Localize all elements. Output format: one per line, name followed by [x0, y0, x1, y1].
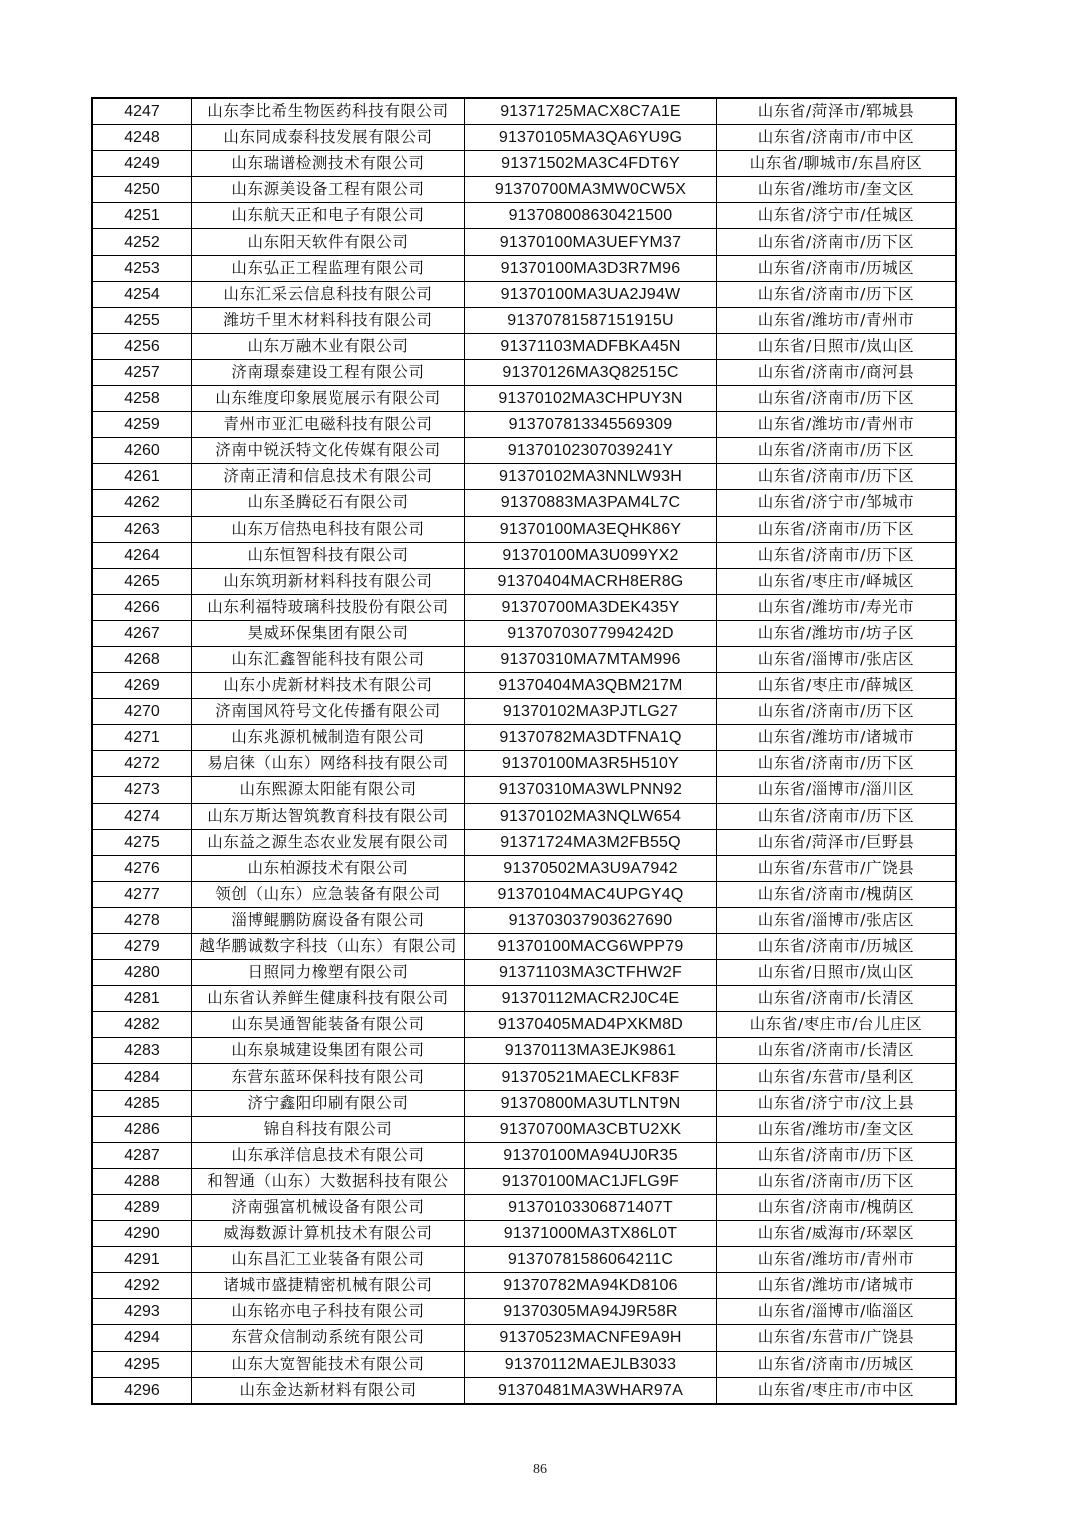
- company-name-cell: 山东万斯达智筑教育科技有限公司: [192, 803, 465, 829]
- row-number-cell: 4253: [92, 255, 192, 281]
- row-number-cell: 4279: [92, 934, 192, 960]
- row-number-cell: 4276: [92, 855, 192, 881]
- region-cell: 山东省/济南市/市中区: [717, 125, 957, 151]
- credit-code-cell: 91370700MA3MW0CW5X: [465, 177, 717, 203]
- company-name-cell: 济南璟泰建设工程有限公司: [192, 359, 465, 385]
- company-name-cell: 济宁鑫阳印刷有限公司: [192, 1090, 465, 1116]
- credit-code-cell: 91370781587151915U: [465, 307, 717, 333]
- row-number-cell: 4262: [92, 490, 192, 516]
- region-cell: 山东省/济南市/历下区: [717, 699, 957, 725]
- credit-code-cell: 913703037903627690: [465, 907, 717, 933]
- region-cell: 山东省/济南市/历城区: [717, 934, 957, 960]
- region-cell: 山东省/济南市/历下区: [717, 438, 957, 464]
- table-row: [92, 542, 956, 568]
- credit-code-cell: 91370100MA3U099YX2: [465, 542, 717, 568]
- row-number-cell: 4285: [92, 1090, 192, 1116]
- region-cell: 山东省/淄博市/淄川区: [717, 777, 957, 803]
- region-cell: 山东省/济南市/历下区: [717, 1142, 957, 1168]
- row-number-cell: 4248: [92, 125, 192, 151]
- region-cell: 山东省/潍坊市/青州市: [717, 1247, 957, 1273]
- company-name-cell: 山东柏源技术有限公司: [192, 855, 465, 881]
- region-cell: 山东省/菏泽市/郓城县: [717, 98, 957, 125]
- region-cell: 山东省/潍坊市/青州市: [717, 307, 957, 333]
- row-number-cell: 4292: [92, 1273, 192, 1299]
- row-number-cell: 4260: [92, 438, 192, 464]
- row-number-cell: 4252: [92, 229, 192, 255]
- row-number-cell: 4288: [92, 1168, 192, 1194]
- credit-code-cell: 91370703077994242D: [465, 620, 717, 646]
- region-cell: 山东省/济南市/历下区: [717, 1168, 957, 1194]
- credit-code-cell: 91370523MACNFE9A9H: [465, 1325, 717, 1351]
- credit-code-cell: 91370100MA3UEFYM37: [465, 229, 717, 255]
- credit-code-cell: 91370782MA3DTFNA1Q: [465, 725, 717, 751]
- credit-code-cell: 91370102MA3PJTLG27: [465, 699, 717, 725]
- company-name-cell: 山东汇鑫智能科技有限公司: [192, 646, 465, 672]
- credit-code-cell: 91371502MA3C4FDT6Y: [465, 151, 717, 177]
- row-number-cell: 4261: [92, 464, 192, 490]
- table-row: [92, 125, 956, 151]
- region-cell: 山东省/枣庄市/市中区: [717, 1377, 957, 1404]
- company-name-cell: 诸城市盛捷精密机械有限公司: [192, 1273, 465, 1299]
- credit-code-cell: 91370404MA3QBM217M: [465, 673, 717, 699]
- region-cell: 山东省/淄博市/张店区: [717, 646, 957, 672]
- table-row: [92, 255, 956, 281]
- company-name-cell: 山东铭亦电子科技有限公司: [192, 1299, 465, 1325]
- region-cell: 山东省/潍坊市/寿光市: [717, 594, 957, 620]
- region-cell: 山东省/济宁市/汶上县: [717, 1090, 957, 1116]
- company-name-cell: 昊威环保集团有限公司: [192, 620, 465, 646]
- credit-code-cell: 91370102MA3NQLW654: [465, 803, 717, 829]
- row-number-cell: 4289: [92, 1194, 192, 1220]
- company-name-cell: 济南正清和信息技术有限公司: [192, 464, 465, 490]
- credit-code-cell: 91370404MACRH8ER8G: [465, 568, 717, 594]
- company-name-cell: 山东弘正工程监理有限公司: [192, 255, 465, 281]
- row-number-cell: 4266: [92, 594, 192, 620]
- company-name-cell: 山东阳天软件有限公司: [192, 229, 465, 255]
- table-row: [92, 620, 956, 646]
- table-row: [92, 777, 956, 803]
- credit-code-cell: 91370102MA3NNLW93H: [465, 464, 717, 490]
- company-name-cell: 济南中锐沃特文化传媒有限公司: [192, 438, 465, 464]
- row-number-cell: 4277: [92, 881, 192, 907]
- table-row: [92, 490, 956, 516]
- region-cell: 山东省/济南市/商河县: [717, 359, 957, 385]
- table-row: [92, 725, 956, 751]
- table-row: [92, 151, 956, 177]
- table-row: [92, 516, 956, 542]
- credit-code-cell: 91371000MA3TX86L0T: [465, 1221, 717, 1247]
- row-number-cell: 4271: [92, 725, 192, 751]
- table-row: [92, 1273, 956, 1299]
- region-cell: 山东省/潍坊市/奎文区: [717, 177, 957, 203]
- credit-code-cell: 91370100MA3EQHK86Y: [465, 516, 717, 542]
- region-cell: 山东省/菏泽市/巨野县: [717, 829, 957, 855]
- table-row: [92, 1247, 956, 1273]
- credit-code-cell: 91370102307039241Y: [465, 438, 717, 464]
- row-number-cell: 4287: [92, 1142, 192, 1168]
- region-cell: 山东省/济南市/历城区: [717, 1351, 957, 1377]
- credit-code-cell: 91370100MA3D3R7M96: [465, 255, 717, 281]
- credit-code-cell: 91370100MA3UA2J94W: [465, 281, 717, 307]
- company-name-cell: 东营东蓝环保科技有限公司: [192, 1064, 465, 1090]
- region-cell: 山东省/济宁市/邹城市: [717, 490, 957, 516]
- company-list-table: [91, 97, 957, 1405]
- table-row: [92, 803, 956, 829]
- company-name-cell: 青州市亚汇电磁科技有限公司: [192, 412, 465, 438]
- credit-code-cell: 91370310MA7MTAM996: [465, 646, 717, 672]
- region-cell: 山东省/济南市/历下区: [717, 281, 957, 307]
- credit-code-cell: 91370782MA94KD8106: [465, 1273, 717, 1299]
- table-row: [92, 464, 956, 490]
- table-row: [92, 1377, 956, 1404]
- credit-code-cell: 91371725MACX8C7A1E: [465, 98, 717, 125]
- row-number-cell: 4273: [92, 777, 192, 803]
- credit-code-cell: 91371103MA3CTFHW2F: [465, 960, 717, 986]
- company-name-cell: 山东瑞谱检测技术有限公司: [192, 151, 465, 177]
- company-name-cell: 山东金达新材料有限公司: [192, 1377, 465, 1404]
- table-row: [92, 986, 956, 1012]
- table-row: [92, 203, 956, 229]
- row-number-cell: 4283: [92, 1038, 192, 1064]
- table-row: [92, 594, 956, 620]
- company-name-cell: 山东昊通智能装备有限公司: [192, 1012, 465, 1038]
- company-name-cell: 潍坊千里木材料科技有限公司: [192, 307, 465, 333]
- company-name-cell: 山东昌汇工业装备有限公司: [192, 1247, 465, 1273]
- region-cell: 山东省/东营市/广饶县: [717, 855, 957, 881]
- row-number-cell: 4255: [92, 307, 192, 333]
- company-name-cell: 山东承洋信息技术有限公司: [192, 1142, 465, 1168]
- table-row: [92, 1142, 956, 1168]
- company-name-cell: 山东李比希生物医药科技有限公司: [192, 98, 465, 125]
- row-number-cell: 4294: [92, 1325, 192, 1351]
- credit-code-cell: 91371103MADFBKA45N: [465, 333, 717, 359]
- region-cell: 山东省/枣庄市/薛城区: [717, 673, 957, 699]
- credit-code-cell: 91370521MAECLKF83F: [465, 1064, 717, 1090]
- table-row: [92, 1064, 956, 1090]
- region-cell: 山东省/聊城市/东昌府区: [717, 151, 957, 177]
- row-number-cell: 4263: [92, 516, 192, 542]
- table-row: [92, 1168, 956, 1194]
- company-name-cell: 山东益之源生态农业发展有限公司: [192, 829, 465, 855]
- row-number-cell: 4265: [92, 568, 192, 594]
- credit-code-cell: 91370100MACG6WPP79: [465, 934, 717, 960]
- row-number-cell: 4258: [92, 386, 192, 412]
- table-row: [92, 1325, 956, 1351]
- page-number: 86: [533, 1462, 547, 1477]
- region-cell: 山东省/济南市/历下区: [717, 386, 957, 412]
- region-cell: 山东省/淄博市/张店区: [717, 907, 957, 933]
- company-name-cell: 山东万信热电科技有限公司: [192, 516, 465, 542]
- row-number-cell: 4295: [92, 1351, 192, 1377]
- credit-code-cell: 91370800MA3UTLNT9N: [465, 1090, 717, 1116]
- row-number-cell: 4247: [92, 98, 192, 125]
- region-cell: 山东省/威海市/环翠区: [717, 1221, 957, 1247]
- row-number-cell: 4269: [92, 673, 192, 699]
- credit-code-cell: 91370112MAEJLB3033: [465, 1351, 717, 1377]
- credit-code-cell: 91370502MA3U9A7942: [465, 855, 717, 881]
- table-row: [92, 881, 956, 907]
- company-name-cell: 山东源美设备工程有限公司: [192, 177, 465, 203]
- region-cell: 山东省/枣庄市/台儿庄区: [717, 1012, 957, 1038]
- credit-code-cell: 91370126MA3Q82515C: [465, 359, 717, 385]
- credit-code-cell: 91370100MA94UJ0R35: [465, 1142, 717, 1168]
- row-number-cell: 4284: [92, 1064, 192, 1090]
- table-row: [92, 673, 956, 699]
- credit-code-cell: 91370481MA3WHAR97A: [465, 1377, 717, 1404]
- company-name-cell: 山东泉城建设集团有限公司: [192, 1038, 465, 1064]
- row-number-cell: 4272: [92, 751, 192, 777]
- table-row: [92, 1090, 956, 1116]
- region-cell: 山东省/潍坊市/诸城市: [717, 725, 957, 751]
- company-name-cell: 和智通（山东）大数据科技有限公: [192, 1168, 465, 1194]
- region-cell: 山东省/济南市/历下区: [717, 229, 957, 255]
- company-name-cell: 山东兆源机械制造有限公司: [192, 725, 465, 751]
- row-number-cell: 4280: [92, 960, 192, 986]
- table-row: [92, 646, 956, 672]
- row-number-cell: 4257: [92, 359, 192, 385]
- credit-code-cell: 91370104MAC4UPGY4Q: [465, 881, 717, 907]
- row-number-cell: 4282: [92, 1012, 192, 1038]
- table-row: [92, 1116, 956, 1142]
- region-cell: 山东省/济宁市/任城区: [717, 203, 957, 229]
- table-row: [92, 359, 956, 385]
- row-number-cell: 4286: [92, 1116, 192, 1142]
- region-cell: 山东省/枣庄市/峄城区: [717, 568, 957, 594]
- company-name-cell: 领创（山东）应急装备有限公司: [192, 881, 465, 907]
- table-row: [92, 699, 956, 725]
- region-cell: 山东省/潍坊市/青州市: [717, 412, 957, 438]
- company-name-cell: 山东航天正和电子有限公司: [192, 203, 465, 229]
- company-name-cell: 锦自科技有限公司: [192, 1116, 465, 1142]
- region-cell: 山东省/济南市/历下区: [717, 464, 957, 490]
- company-name-cell: 山东大宽智能技术有限公司: [192, 1351, 465, 1377]
- row-number-cell: 4278: [92, 907, 192, 933]
- credit-code-cell: 913708008630421500: [465, 203, 717, 229]
- table-row: [92, 1038, 956, 1064]
- company-name-cell: 济南强富机械设备有限公司: [192, 1194, 465, 1220]
- company-name-cell: 山东圣腾砭石有限公司: [192, 490, 465, 516]
- credit-code-cell: 91370105MA3QA6YU9G: [465, 125, 717, 151]
- row-number-cell: 4281: [92, 986, 192, 1012]
- table-row: [92, 1299, 956, 1325]
- table-row: [92, 229, 956, 255]
- credit-code-cell: 91371724MA3M2FB55Q: [465, 829, 717, 855]
- credit-code-cell: 91370100MA3R5H510Y: [465, 751, 717, 777]
- credit-code-cell: 91370883MA3PAM4L7C: [465, 490, 717, 516]
- credit-code-cell: 91370102MA3CHPUY3N: [465, 386, 717, 412]
- table-row: [92, 412, 956, 438]
- table-row: [92, 568, 956, 594]
- row-number-cell: 4259: [92, 412, 192, 438]
- table-row: [92, 1221, 956, 1247]
- row-number-cell: 4268: [92, 646, 192, 672]
- company-name-cell: 山东同成泰科技发展有限公司: [192, 125, 465, 151]
- region-cell: 山东省/济南市/历下区: [717, 803, 957, 829]
- row-number-cell: 4270: [92, 699, 192, 725]
- credit-code-cell: 91370781586064211C: [465, 1247, 717, 1273]
- table-row: [92, 1194, 956, 1220]
- row-number-cell: 4267: [92, 620, 192, 646]
- region-cell: 山东省/潍坊市/奎文区: [717, 1116, 957, 1142]
- credit-code-cell: 91370310MA3WLPNN92: [465, 777, 717, 803]
- region-cell: 山东省/东营市/垦利区: [717, 1064, 957, 1090]
- company-name-cell: 易启徕（山东）网络科技有限公司: [192, 751, 465, 777]
- region-cell: 山东省/济南市/历城区: [717, 255, 957, 281]
- table-row: [92, 307, 956, 333]
- region-cell: 山东省/东营市/广饶县: [717, 1325, 957, 1351]
- company-name-cell: 山东万融木业有限公司: [192, 333, 465, 359]
- region-cell: 山东省/济南市/历下区: [717, 516, 957, 542]
- table-body: [92, 98, 956, 1404]
- row-number-cell: 4291: [92, 1247, 192, 1273]
- company-name-cell: 山东汇采云信息科技有限公司: [192, 281, 465, 307]
- region-cell: 山东省/济南市/槐荫区: [717, 1194, 957, 1220]
- table-row: [92, 907, 956, 933]
- table-row: [92, 855, 956, 881]
- region-cell: 山东省/济南市/长清区: [717, 986, 957, 1012]
- credit-code-cell: 91370700MA3DEK435Y: [465, 594, 717, 620]
- company-name-cell: 济南国风符号文化传播有限公司: [192, 699, 465, 725]
- company-name-cell: 山东筑玥新材料科技有限公司: [192, 568, 465, 594]
- row-number-cell: 4296: [92, 1377, 192, 1404]
- row-number-cell: 4251: [92, 203, 192, 229]
- company-name-cell: 山东恒智科技有限公司: [192, 542, 465, 568]
- credit-code-cell: 91370112MACR2J0C4E: [465, 986, 717, 1012]
- region-cell: 山东省/济南市/历下区: [717, 542, 957, 568]
- company-name-cell: 山东省认养鲜生健康科技有限公司: [192, 986, 465, 1012]
- company-name-cell: 日照同力橡塑有限公司: [192, 960, 465, 986]
- table-row: [92, 177, 956, 203]
- credit-code-cell: 91370405MAD4PXKM8D: [465, 1012, 717, 1038]
- company-name-cell: 威海数源计算机技术有限公司: [192, 1221, 465, 1247]
- company-name-cell: 东营众信制动系统有限公司: [192, 1325, 465, 1351]
- credit-code-cell: 91370103306871407T: [465, 1194, 717, 1220]
- table-row: [92, 960, 956, 986]
- table-row: [92, 333, 956, 359]
- company-name-cell: 山东熙源太阳能有限公司: [192, 777, 465, 803]
- row-number-cell: 4256: [92, 333, 192, 359]
- row-number-cell: 4250: [92, 177, 192, 203]
- region-cell: 山东省/潍坊市/坊子区: [717, 620, 957, 646]
- table-row: [92, 829, 956, 855]
- row-number-cell: 4293: [92, 1299, 192, 1325]
- row-number-cell: 4274: [92, 803, 192, 829]
- credit-code-cell: 91370700MA3CBTU2XK: [465, 1116, 717, 1142]
- row-number-cell: 4264: [92, 542, 192, 568]
- table-row: [92, 386, 956, 412]
- credit-code-cell: 91370305MA94J9R58R: [465, 1299, 717, 1325]
- credit-code-cell: 913707813345569309: [465, 412, 717, 438]
- region-cell: 山东省/潍坊市/诸城市: [717, 1273, 957, 1299]
- table-row: [92, 98, 956, 125]
- table-row: [92, 1351, 956, 1377]
- region-cell: 山东省/淄博市/临淄区: [717, 1299, 957, 1325]
- region-cell: 山东省/日照市/岚山区: [717, 333, 957, 359]
- row-number-cell: 4275: [92, 829, 192, 855]
- company-name-cell: 淄博鲲鹏防腐设备有限公司: [192, 907, 465, 933]
- company-name-cell: 山东利福特玻璃科技股份有限公司: [192, 594, 465, 620]
- table-row: [92, 1012, 956, 1038]
- table-row: [92, 438, 956, 464]
- region-cell: 山东省/日照市/岚山区: [717, 960, 957, 986]
- company-name-cell: 越华鹏诚数字科技（山东）有限公司: [192, 934, 465, 960]
- row-number-cell: 4249: [92, 151, 192, 177]
- credit-code-cell: 91370113MA3EJK9861: [465, 1038, 717, 1064]
- company-name-cell: 山东小虎新材料技术有限公司: [192, 673, 465, 699]
- region-cell: 山东省/济南市/历下区: [717, 751, 957, 777]
- table-row: [92, 934, 956, 960]
- region-cell: 山东省/济南市/槐荫区: [717, 881, 957, 907]
- region-cell: 山东省/济南市/长清区: [717, 1038, 957, 1064]
- company-name-cell: 山东维度印象展览展示有限公司: [192, 386, 465, 412]
- row-number-cell: 4290: [92, 1221, 192, 1247]
- credit-code-cell: 91370100MAC1JFLG9F: [465, 1168, 717, 1194]
- table-row: [92, 281, 956, 307]
- row-number-cell: 4254: [92, 281, 192, 307]
- table-row: [92, 751, 956, 777]
